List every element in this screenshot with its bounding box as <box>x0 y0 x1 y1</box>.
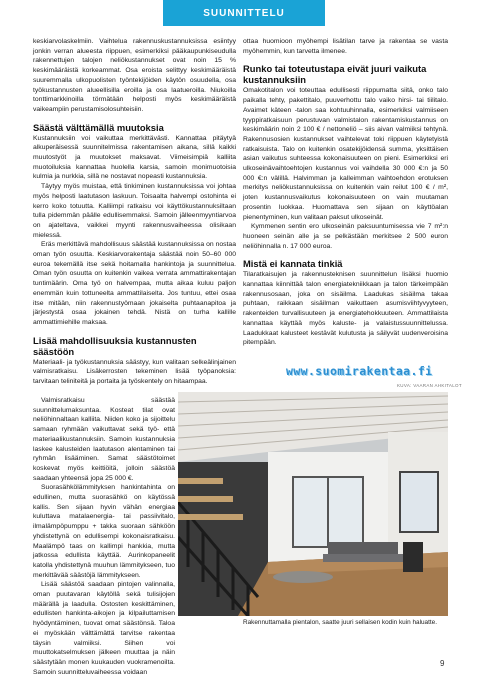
section-tab: SUUNNITTELU <box>163 0 325 26</box>
left-paragraph-1: keskiarvolaskelmiin. Vaihtelua rakennuskustannuksissa esiintyy jonkin verran alueesta riippuen, esimerkiksi pääkaupunkiseudulla rakennettujen talojen neliökustannukset ovat noin 15 % keskimääräistä korkeammat. Osa eroista selittyy keskimääräistä suuremmalla ulkopuolisten työntekijöiden käytön osuudella, osa työkustannusten alueellisilla eroilla ja osa laatueroilla. Niukoilla tonttimarkkinoilla törmätään helposti myös keskimääräistä vaikeampiin perustamisolosuhteisiin. <box>33 38 236 113</box>
heading-more-savings: Lisää mahdollisuuksia kustannusten säästöön <box>33 334 197 357</box>
page-number: 9 <box>440 659 445 668</box>
heading-avoid-changes: Säästä välttämällä muutoksia <box>33 121 164 133</box>
left-bottom-paragraph-3: Lisää säästöä saadaan pintojen valinnalla, oman puutavaran käytöllä sekä tulisijojen määrällä ja laadulla. Ostosten keskittäminen, edullisten hankinta-aikojen ja kilpailuttamisen hyödyntäminen, tuovat omat säästönsä. Taloa ei myöskään välttämättä tarvitse rakentaa täysin valmiiksi. Siihen voi muuttokatselmuksen jälkeen muuttaa ja näin säästytään monen kuukauden vuokramenoilta. Samoin suunnitteluvaiheessa voidaan <box>33 581 175 676</box>
right-paragraph-2: Omakotitalon voi toteuttaa edullisesti riippumatta siitä, onko talo paikalla tehty, pakettitalo, puuverhottu talo vaiko hirsi- tai tiilitalo. Avaimet käteen -talon saa kohtuuhinnalla, esimerkiksi valmiiseen tyyppiratkaisuun perustuvan valmistalon rakentamiskustannus on keskimäärin noin 2 100 € / nettoneliö – siis aivan valmiiksi tehtynä. Rakennusosien kustannukset vaihtelevat toki riippuen käytetyistä ratkaisuista. Talo on kuitenkin osatekijöidensä summa, yksittäisen asian vaikutus suhteessa kokonaisuuteen on pieni. Esimerkiksi eri ulkoseinävaihtoehtojen kustannus voi vaihdella 30 000 €:n ja 50 000 €:n välillä. Halvimman ja kalleimman vaihtoehdon erotuksen merkitys neliökustannuksissa on kuitenkin vain reilut 100 € / m², joten kustannusvaikutus kokonaisuuteen on vain muutaman prosentin luokkaa. Huomattava sen sijaan on käyttöalan pienentyminen, kun valitaan paksut ulkoseinät. <box>243 87 448 221</box>
photo-credit: KUVA: VAARAN AHKITALOT <box>397 383 462 388</box>
right-column <box>243 37 448 348</box>
left-bottom-column <box>33 396 175 677</box>
left-paragraph-4: Eräs merkittävä mahdollisuus säästää kustannuksissa on nostaa oman työn osuutta. Keskiarvorakentaja säästää noin 50–60 000 euroa tekemällä itse sekä hoitamalla hankintoja ja suunnittelua. Oman työn osuutta on kuitenkin vaikea verrata ammattirakentajan tuntimäärin. Oma työ on halvempaa, mutta aikaa kuluu paljon enemmän kuin tottuneelta ammattilaiselta. Jos tuntuu, ettei osaa itse mitään, niin rakennustyömaan jokaiselta puhtaanapitoa ja järjestystä osaa jokainen tehdä. Nistä on turha kallille ammattimiehille maksaa. <box>33 241 236 326</box>
left-column <box>33 37 236 387</box>
interior-illustration <box>178 392 448 616</box>
right-paragraph-4: Tilaratkaisujen ja rakennusteknisen suunnittelun lisäksi huomio kannattaa kiinnittää talon energiatekniikkaan ja talon tärkeimpään rakennusosaan, joka on sisäilma. Laadukas sisäilma takaa puhtaan, raikkaan sisäilman vaikuttaen asumisviihtyvyyteen, rakenteiden turvallisuuteen ja energiatehokkuuteen. Ammattilaista kannattaa käyttää myös kaluste- ja valaistussuunnittelussa. Laadukkaat kalusteet kestävät kulutusta ja säilyvät uudenveroisina pitempään. <box>243 271 448 347</box>
left-paragraph-2: Kustannuksiin voi vaikuttaa merkittävästi. Kannattaa pitäytyä alkuperäisessä suunnitelmissa rakentamisen aikana, sillä kaikki muutostyöt ja muutokset maksavat. Viimeisimpiä kalliita muotoiluksia kannattaa huolella karsia, samoin monimuotoisia kulmia ja nurkkia, sillä ne nostavat nopeasti kustannuksia. <box>33 134 236 181</box>
right-paragraph-3: Kymmenen sentin ero ulkoseinän paksuuntumisessa vie 7 m²:n huoneen seinän alle ja se pelkästään merkitsee 2 500 euron neliöhinnalla n. 17 000 euroa. <box>243 223 448 250</box>
heading-frame-type: Runko tai toteutustapa eivät juuri vaikuta kustannuksiin <box>243 63 427 86</box>
header-band <box>0 0 480 26</box>
interior-photo <box>178 392 448 616</box>
left-bottom-paragraph-2: Suorasähkölämmityksen hankintahinta on edullinen, mutta suorasähkö on käytössä kallis. Sen sijaan hyvin vähän energiaa kuluttava matalaenergia- tai passiivitalo, ilmalämpöpumppu + takka suoraan sähköön yhdistettynä on edullisempi kokonaisratkaisu. Maalämpö taas on kallimpi hankkia, mutta jatkossa edullista käyttää. Aurinkopaneelit katolla yhdistettynä muuhun lämmitykseen, tuo merkittävää säästöjä lämmitykseen. <box>33 484 175 579</box>
photo-caption: Rakennuttamalla pientalon, saatte juuri sellaisen kodin kuin haluatte. <box>243 619 437 626</box>
promo-website-link[interactable]: www.suomirakentaa.fi <box>286 364 433 378</box>
heading-dont-skimp: Mistä ei kannata tinkiä <box>243 258 343 270</box>
left-paragraph-5: Materiaali- ja työkustannuksia säästyy, kun valitaan selkeälinjainen valmisratkaisu. Lisäkerrosten tekeminen lisää työpanoksia: tarvitaan teliniteitä ja portaita ja työskentely on hitaampaa. <box>33 358 236 386</box>
left-bottom-paragraph-1: Valmisratkaisu säästää suunnittelumaksuntaa. Kosteat tilat ovat neliöhinnaltaan kalliita. Niiden koko ja sijoittelu samaan ryhmään vaikuttavat sekä työ- että materiaalikustannuksiin. Samoin kustannuksia laskee kalusteiden laatutason alentaminen tai ryhmän lisääminen. Samat säästötoimet koskevat myös keittiöitä, jolloin säästöä saadaan yhteensä jopa 25 000 €. <box>33 397 175 482</box>
left-paragraph-3: Täytyy myös muistaa, että tinkiminen kustannuksissa voi johtaa myös helposti laatutason laskuun. Toisaalta halvempi ostohinta ei kerro koko totuutta. Kalliimpi ratkaisu voi käyttökustannuksiltaan tulla pidemmän päälle edullisemmaksi. Samoin jälleenmyyntiarvoa on ajateltava, vaikkei myynti rakennusvaiheessa olisikaan mielessä. <box>33 183 236 239</box>
right-paragraph-1: ottaa huomioon myöhempi lisätilan tarve ja rakentaa se vasta myöhemmin, kun tarvetta ilmenee. <box>243 38 448 55</box>
